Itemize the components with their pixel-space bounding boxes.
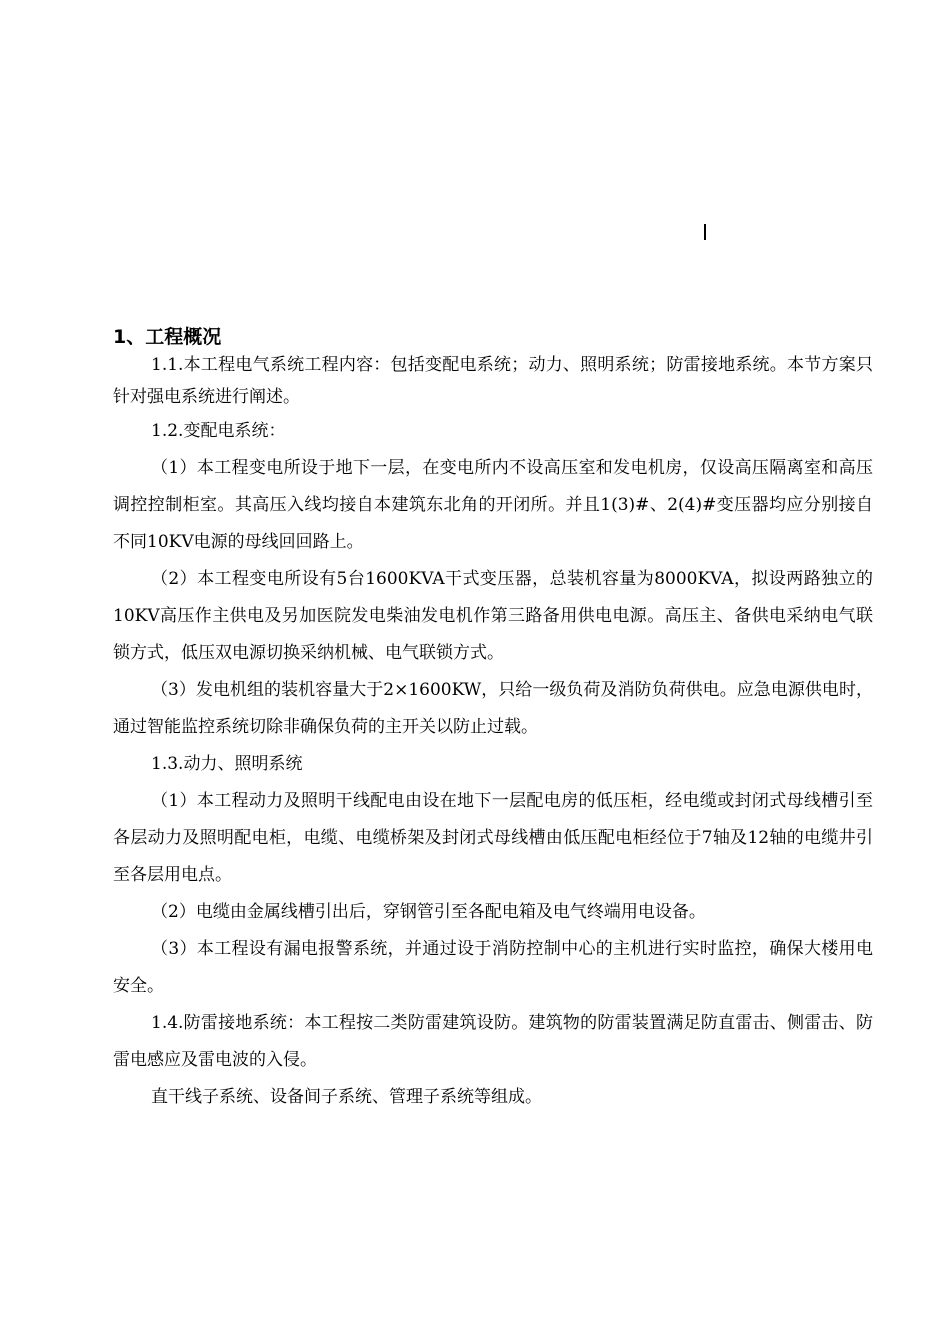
paragraph-1-2-item-2: （2）本工程变电所设有5台1600KVA干式变压器，总装机容量为8000KVA，拟设两路独立的10KV高压作主供电及另加医院发电柴油发电机作第三路备用供电电源。高压主、备供电采纳电气联锁方式，低压双电源切换采纳机械、电气联锁方式。 xyxy=(113,569,873,663)
paragraph-1-3: 1.3.动力、照明系统 xyxy=(151,754,303,774)
paragraph-closing: 直干线子系统、设备间子系统、管理子系统等组成。 xyxy=(151,1087,542,1107)
section-title: 1、工程概况 xyxy=(113,326,222,348)
document-body xyxy=(113,325,873,1116)
paragraph-1-2-item-3: （3）发电机组的装机容量大于2×1600KW，只给一级负荷及消防负荷供电。应急电源供电时，通过智能监控系统切除非确保负荷的主开关以防止过载。 xyxy=(113,680,873,737)
paragraph-1-1: 1.1.本工程电气系统工程内容：包括变配电系统；动力、照明系统；防雷接地系统。本节方案只针对强电系统进行阐述。 xyxy=(113,355,873,407)
paragraph-1-2-item-1: （1）本工程变电所设于地下一层，在变电所内不设高压室和发电机房，仅设高压隔离室和高压调控控制柜室。其高压入线均接自本建筑东北角的开闭所。并且1(3)#、2(4)#变压器均应分别接自不同10KV电源的母线回回路上。 xyxy=(113,458,873,552)
paragraph-1-2: 1.2.变配电系统： xyxy=(151,421,286,441)
text-cursor xyxy=(704,224,706,240)
paragraph-1-3-item-2: （2）电缆由金属线槽引出后，穿钢管引至各配电箱及电气终端用电设备。 xyxy=(151,902,706,922)
paragraph-1-3-item-3: （3）本工程设有漏电报警系统，并通过设于消防控制中心的主机进行实时监控，确保大楼用电安全。 xyxy=(113,939,873,996)
paragraph-1-3-item-1: （1）本工程动力及照明干线配电由设在地下一层配电房的低压柜，经电缆或封闭式母线槽引至各层动力及照明配电柜，电缆、电缆桥架及封闭式母线槽由低压配电柜经位于7轴及12轴的电缆井引至各层用电点。 xyxy=(113,791,873,885)
paragraph-1-4: 1.4.防雷接地系统：本工程按二类防雷建筑设防。建筑物的防雷装置满足防直雷击、侧雷击、防雷电感应及雷电波的入侵。 xyxy=(113,1013,873,1070)
